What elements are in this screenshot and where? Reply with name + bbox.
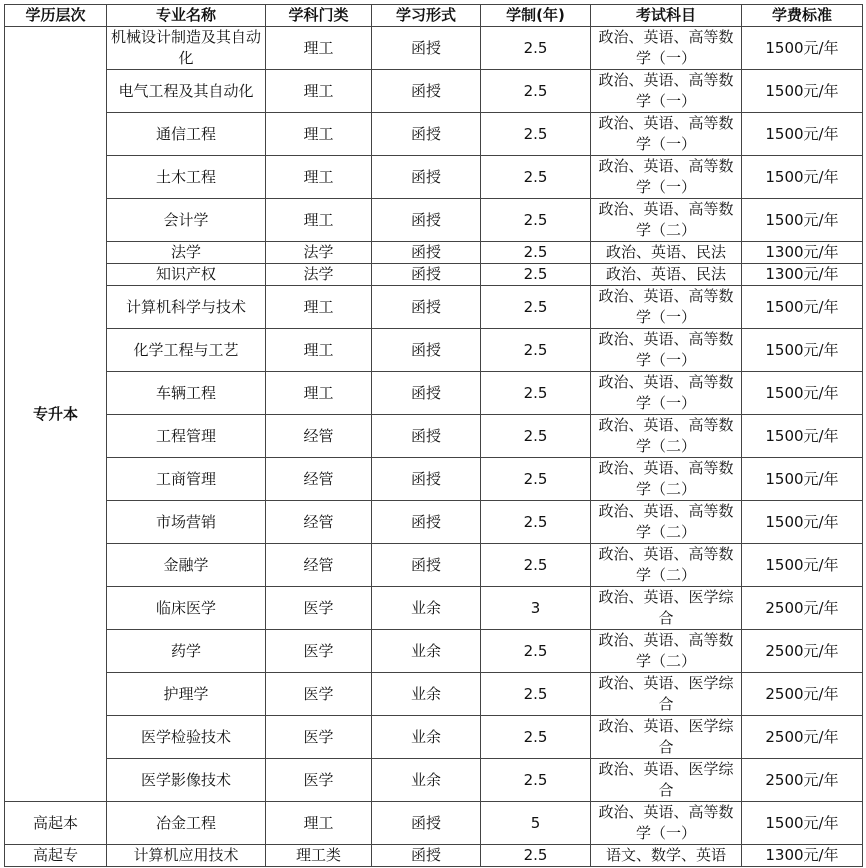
header-years: 学制(年)	[481, 5, 591, 27]
years-cell: 2.5	[481, 673, 591, 716]
mode-cell: 函授	[372, 802, 481, 845]
table-row	[5, 759, 863, 802]
category-cell: 理工	[266, 113, 372, 156]
mode-cell: 业余	[372, 716, 481, 759]
major-cell: 通信工程	[107, 113, 266, 156]
subjects-cell: 政治、英语、高等数学（一）	[591, 156, 742, 199]
mode-cell: 函授	[372, 199, 481, 242]
table-row	[5, 458, 863, 501]
major-cell: 化学工程与工艺	[107, 329, 266, 372]
category-cell: 医学	[266, 716, 372, 759]
table-row	[5, 501, 863, 544]
table-body	[5, 27, 863, 867]
major-cell: 工商管理	[107, 458, 266, 501]
mode-cell: 函授	[372, 372, 481, 415]
major-cell: 车辆工程	[107, 372, 266, 415]
table-row	[5, 329, 863, 372]
table-row	[5, 264, 863, 286]
category-cell: 理工	[266, 286, 372, 329]
subjects-cell: 政治、英语、高等数学（一）	[591, 27, 742, 70]
fee-cell: 1500元/年	[742, 199, 863, 242]
fee-cell: 1500元/年	[742, 329, 863, 372]
table-row	[5, 673, 863, 716]
major-cell: 知识产权	[107, 264, 266, 286]
fee-cell: 1500元/年	[742, 156, 863, 199]
fee-cell: 1500元/年	[742, 372, 863, 415]
major-cell: 计算机应用技术	[107, 845, 266, 867]
header-level: 学历层次	[5, 5, 107, 27]
category-cell: 理工类	[266, 845, 372, 867]
fee-cell: 1500元/年	[742, 544, 863, 587]
table-row	[5, 802, 863, 845]
table-row	[5, 27, 863, 70]
category-cell: 理工	[266, 802, 372, 845]
table-row	[5, 113, 863, 156]
table-row	[5, 199, 863, 242]
subjects-cell: 政治、英语、高等数学（二）	[591, 458, 742, 501]
header-major: 专业名称	[107, 5, 266, 27]
category-cell: 经管	[266, 544, 372, 587]
mode-cell: 函授	[372, 544, 481, 587]
mode-cell: 函授	[372, 27, 481, 70]
subjects-cell: 政治、英语、高等数学（一）	[591, 329, 742, 372]
table-row	[5, 630, 863, 673]
table-row	[5, 70, 863, 113]
table-row	[5, 156, 863, 199]
subjects-cell: 政治、英语、高等数学（二）	[591, 630, 742, 673]
mode-cell: 函授	[372, 501, 481, 544]
subjects-cell: 政治、英语、医学综合	[591, 716, 742, 759]
fee-cell: 2500元/年	[742, 716, 863, 759]
mode-cell: 函授	[372, 329, 481, 372]
subjects-cell: 政治、英语、高等数学（二）	[591, 501, 742, 544]
fee-cell: 1500元/年	[742, 70, 863, 113]
subjects-cell: 政治、英语、民法	[591, 242, 742, 264]
major-cell: 药学	[107, 630, 266, 673]
category-cell: 医学	[266, 759, 372, 802]
fee-cell: 1500元/年	[742, 27, 863, 70]
category-cell: 经管	[266, 501, 372, 544]
category-cell: 理工	[266, 70, 372, 113]
subjects-cell: 政治、英语、医学综合	[591, 673, 742, 716]
subjects-cell: 政治、英语、高等数学（一）	[591, 802, 742, 845]
years-cell: 2.5	[481, 501, 591, 544]
level-cell: 专升本	[5, 27, 107, 802]
fee-cell: 2500元/年	[742, 673, 863, 716]
years-cell: 2.5	[481, 544, 591, 587]
years-cell: 2.5	[481, 630, 591, 673]
table-row	[5, 372, 863, 415]
category-cell: 法学	[266, 242, 372, 264]
major-cell: 市场营销	[107, 501, 266, 544]
subjects-cell: 语文、数学、英语	[591, 845, 742, 867]
major-cell: 临床医学	[107, 587, 266, 630]
fee-cell: 1500元/年	[742, 501, 863, 544]
subjects-cell: 政治、英语、高等数学（一）	[591, 70, 742, 113]
category-cell: 医学	[266, 587, 372, 630]
mode-cell: 业余	[372, 673, 481, 716]
subjects-cell: 政治、英语、高等数学（一）	[591, 113, 742, 156]
years-cell: 2.5	[481, 264, 591, 286]
mode-cell: 函授	[372, 264, 481, 286]
table-row	[5, 242, 863, 264]
mode-cell: 函授	[372, 156, 481, 199]
fee-cell: 2500元/年	[742, 587, 863, 630]
years-cell: 2.5	[481, 716, 591, 759]
category-cell: 经管	[266, 415, 372, 458]
years-cell: 2.5	[481, 286, 591, 329]
subjects-cell: 政治、英语、高等数学（一）	[591, 372, 742, 415]
major-cell: 工程管理	[107, 415, 266, 458]
years-cell: 2.5	[481, 156, 591, 199]
mode-cell: 函授	[372, 415, 481, 458]
major-cell: 法学	[107, 242, 266, 264]
header-row	[5, 5, 863, 27]
mode-cell: 函授	[372, 113, 481, 156]
major-cell: 机械设计制造及其自动化	[107, 27, 266, 70]
mode-cell: 函授	[372, 286, 481, 329]
table-row	[5, 587, 863, 630]
years-cell: 2.5	[481, 199, 591, 242]
category-cell: 理工	[266, 156, 372, 199]
category-cell: 理工	[266, 199, 372, 242]
fee-cell: 2500元/年	[742, 759, 863, 802]
years-cell: 2.5	[481, 329, 591, 372]
table-row	[5, 415, 863, 458]
years-cell: 2.5	[481, 372, 591, 415]
major-cell: 护理学	[107, 673, 266, 716]
years-cell: 2.5	[481, 415, 591, 458]
table-row	[5, 544, 863, 587]
mode-cell: 业余	[372, 587, 481, 630]
major-cell: 会计学	[107, 199, 266, 242]
subjects-cell: 政治、英语、医学综合	[591, 587, 742, 630]
major-cell: 医学检验技术	[107, 716, 266, 759]
major-cell: 土木工程	[107, 156, 266, 199]
years-cell: 2.5	[481, 27, 591, 70]
subjects-cell: 政治、英语、医学综合	[591, 759, 742, 802]
years-cell: 2.5	[481, 70, 591, 113]
years-cell: 2.5	[481, 845, 591, 867]
fee-cell: 2500元/年	[742, 630, 863, 673]
mode-cell: 业余	[372, 630, 481, 673]
fee-cell: 1500元/年	[742, 113, 863, 156]
fee-cell: 1300元/年	[742, 264, 863, 286]
tuition-table-container	[4, 4, 863, 867]
mode-cell: 函授	[372, 845, 481, 867]
mode-cell: 函授	[372, 458, 481, 501]
subjects-cell: 政治、英语、高等数学（二）	[591, 415, 742, 458]
fee-cell: 1300元/年	[742, 242, 863, 264]
years-cell: 2.5	[481, 458, 591, 501]
years-cell: 2.5	[481, 113, 591, 156]
major-cell: 电气工程及其自动化	[107, 70, 266, 113]
header-mode: 学习形式	[372, 5, 481, 27]
mode-cell: 函授	[372, 70, 481, 113]
header-subjects: 考试科目	[591, 5, 742, 27]
header-fee: 学费标准	[742, 5, 863, 27]
years-cell: 3	[481, 587, 591, 630]
category-cell: 法学	[266, 264, 372, 286]
subjects-cell: 政治、英语、民法	[591, 264, 742, 286]
tuition-table	[4, 4, 863, 867]
subjects-cell: 政治、英语、高等数学（一）	[591, 286, 742, 329]
years-cell: 5	[481, 802, 591, 845]
mode-cell: 业余	[372, 759, 481, 802]
fee-cell: 1300元/年	[742, 845, 863, 867]
fee-cell: 1500元/年	[742, 286, 863, 329]
category-cell: 医学	[266, 673, 372, 716]
major-cell: 冶金工程	[107, 802, 266, 845]
table-row	[5, 286, 863, 329]
fee-cell: 1500元/年	[742, 458, 863, 501]
category-cell: 理工	[266, 329, 372, 372]
table-row	[5, 845, 863, 867]
fee-cell: 1500元/年	[742, 415, 863, 458]
years-cell: 2.5	[481, 242, 591, 264]
table-row	[5, 716, 863, 759]
mode-cell: 函授	[372, 242, 481, 264]
level-cell: 高起专	[5, 845, 107, 867]
category-cell: 医学	[266, 630, 372, 673]
header-category: 学科门类	[266, 5, 372, 27]
major-cell: 医学影像技术	[107, 759, 266, 802]
years-cell: 2.5	[481, 759, 591, 802]
major-cell: 计算机科学与技术	[107, 286, 266, 329]
subjects-cell: 政治、英语、高等数学（二）	[591, 199, 742, 242]
major-cell: 金融学	[107, 544, 266, 587]
level-cell: 高起本	[5, 802, 107, 845]
category-cell: 理工	[266, 27, 372, 70]
subjects-cell: 政治、英语、高等数学（二）	[591, 544, 742, 587]
fee-cell: 1500元/年	[742, 802, 863, 845]
category-cell: 经管	[266, 458, 372, 501]
category-cell: 理工	[266, 372, 372, 415]
